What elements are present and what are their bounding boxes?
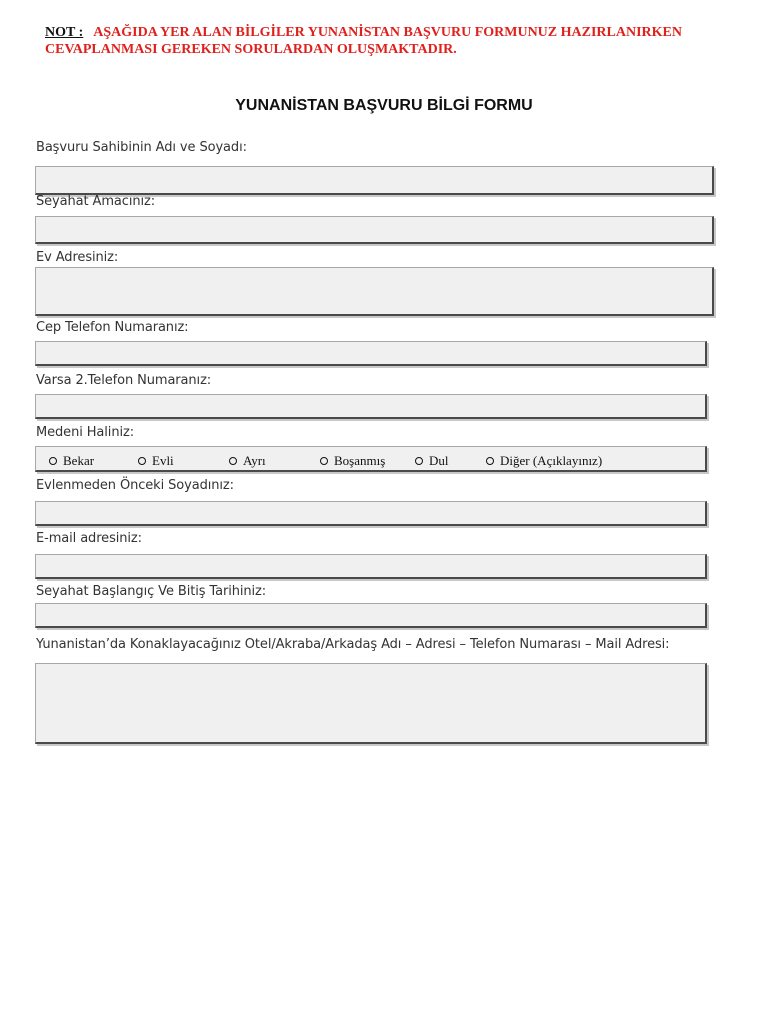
radio-label: Dul <box>429 453 449 468</box>
note-text <box>45 24 745 58</box>
radio-label: Evli <box>152 453 174 468</box>
purpose-field[interactable] <box>35 216 714 244</box>
name-label: Başvuru Sahibinin Adı ve Soyadı: <box>36 140 247 155</box>
note-prefix: NOT : <box>45 25 84 40</box>
maiden-label: Evlenmeden Önceki Soyadınız: <box>36 478 234 493</box>
accommodation-field[interactable] <box>35 663 707 744</box>
purpose-label: Seyahat Amacınız: <box>36 194 155 209</box>
radio-circle-icon <box>486 457 494 465</box>
radio-dul[interactable] <box>415 453 449 469</box>
travel-dates-field[interactable] <box>35 603 707 628</box>
radio-label: Boşanmış <box>334 453 386 468</box>
radio-circle-icon <box>415 457 423 465</box>
marital-label: Medeni Haliniz: <box>36 425 134 440</box>
mobile-label: Cep Telefon Numaranız: <box>36 320 189 335</box>
radio-ayri[interactable] <box>229 453 266 469</box>
radio-bosanmis[interactable] <box>320 453 385 469</box>
form-title: YUNANİSTAN BAŞVURU BİLGİ FORMU <box>235 97 533 114</box>
name-field[interactable] <box>35 166 714 195</box>
radio-circle-icon <box>229 457 237 465</box>
accommodation-label: Yunanistan’da Konaklayacağınız Otel/Akraba/Arkadaş Adı – Adresi – Telefon Numarası – Mail Adresi: <box>36 637 670 652</box>
radio-label: Ayrı <box>243 453 266 468</box>
radio-evli[interactable] <box>138 453 174 469</box>
phone2-field[interactable] <box>35 394 707 419</box>
address-label: Ev Adresiniz: <box>36 250 119 265</box>
maiden-name-field[interactable] <box>35 501 707 526</box>
radio-label: Diğer (Açıklayınız) <box>500 453 603 468</box>
radio-circle-icon <box>138 457 146 465</box>
radio-diger[interactable] <box>486 453 602 469</box>
email-field[interactable] <box>35 554 707 579</box>
radio-circle-icon <box>49 457 57 465</box>
radio-label: Bekar <box>63 453 95 468</box>
email-label: E-mail adresiniz: <box>36 531 142 546</box>
radio-bekar[interactable] <box>49 453 94 469</box>
dates-label: Seyahat Başlangıç Ve Bitiş Tarihiniz: <box>36 584 267 599</box>
phone2-label: Varsa 2.Telefon Numaranız: <box>36 373 212 388</box>
radio-circle-icon <box>320 457 328 465</box>
address-field[interactable] <box>35 267 714 316</box>
note-body: AŞAĞIDA YER ALAN BİLGİLER YUNANİSTAN BAŞVURU FORMUNUZ HAZIRLANIRKEN CEVAPLANMASI GEREKEN SORULARDAN OLUŞMAKTADIR. <box>45 25 682 57</box>
marital-status-group <box>35 446 707 472</box>
mobile-field[interactable] <box>35 341 707 366</box>
